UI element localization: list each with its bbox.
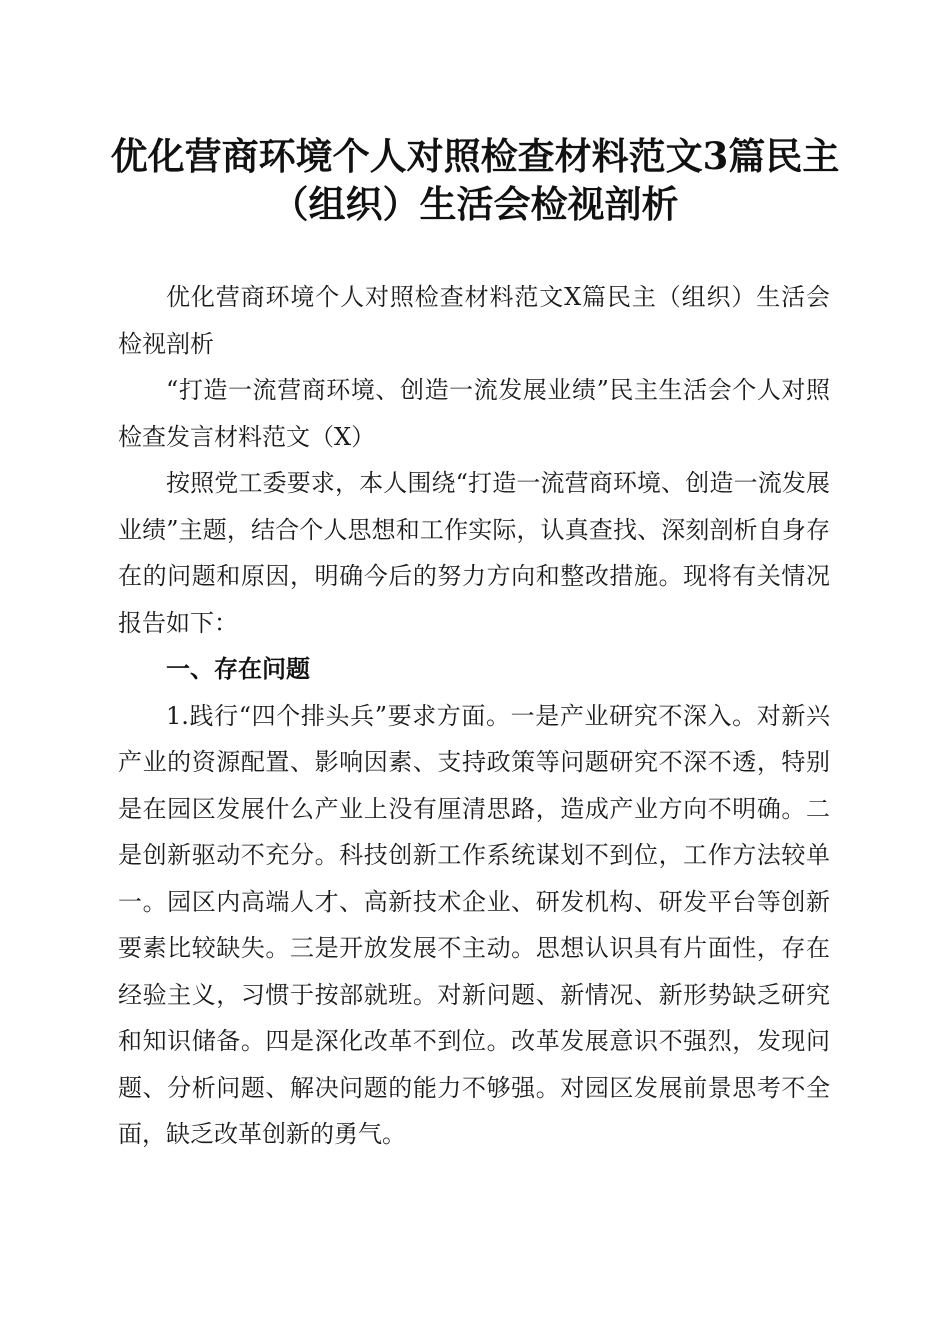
title-line-2: （组织）生活会检视剖析 <box>271 182 679 226</box>
intro-paragraph: 优化营商环境个人对照检查材料范文X篇民主（组织）生活会检视剖析 <box>118 283 830 358</box>
subtitle-paragraph: “打造一流营商环境、创造一流发展业绩”民主生活会个人对照检查发言材料范文（X） <box>118 376 830 451</box>
title-line-1: 优化营商环境个人对照检查材料范文3篇民主 <box>110 134 840 178</box>
section-heading: 一、存在问题 <box>166 655 310 683</box>
preface-paragraph: 按照党工委要求，本人围绕“打造一流营商环境、创造一流发展业绩”主题，结合个人思想和工作实际，认真查找、深刻剖析自身存在的问题和原因，明确今后的努力方向和整改措施。现将有关情况报告如下： <box>118 469 830 637</box>
document-title <box>110 132 840 228</box>
section-paragraph: 1.践行“四个排头兵”要求方面。一是产业研究不深入。对新兴产业的资源配置、影响因素、支持政策等问题研究不深不透，特别是在园区发展什么产业上没有厘清思路，造成产业方向不明确。二是创新驱动不充分。科技创新工作系统谋划不到位，工作方法较单一。园区内高端人才、高新技术企业、研发机构、研发平台等创新要素比较缺失。三是开放发展不主动。思想认识具有片面性，存在经验主义，习惯于按部就班。对新问题、新情况、新形势缺乏研究和知识储备。四是深化改革不到位。改革发展意识不强烈，发现问题、分析问题、解决问题的能力不够强。对园区发展前景思考不全面，缺乏改革创新的勇气。 <box>118 701 830 1148</box>
document-body <box>118 274 830 1158</box>
